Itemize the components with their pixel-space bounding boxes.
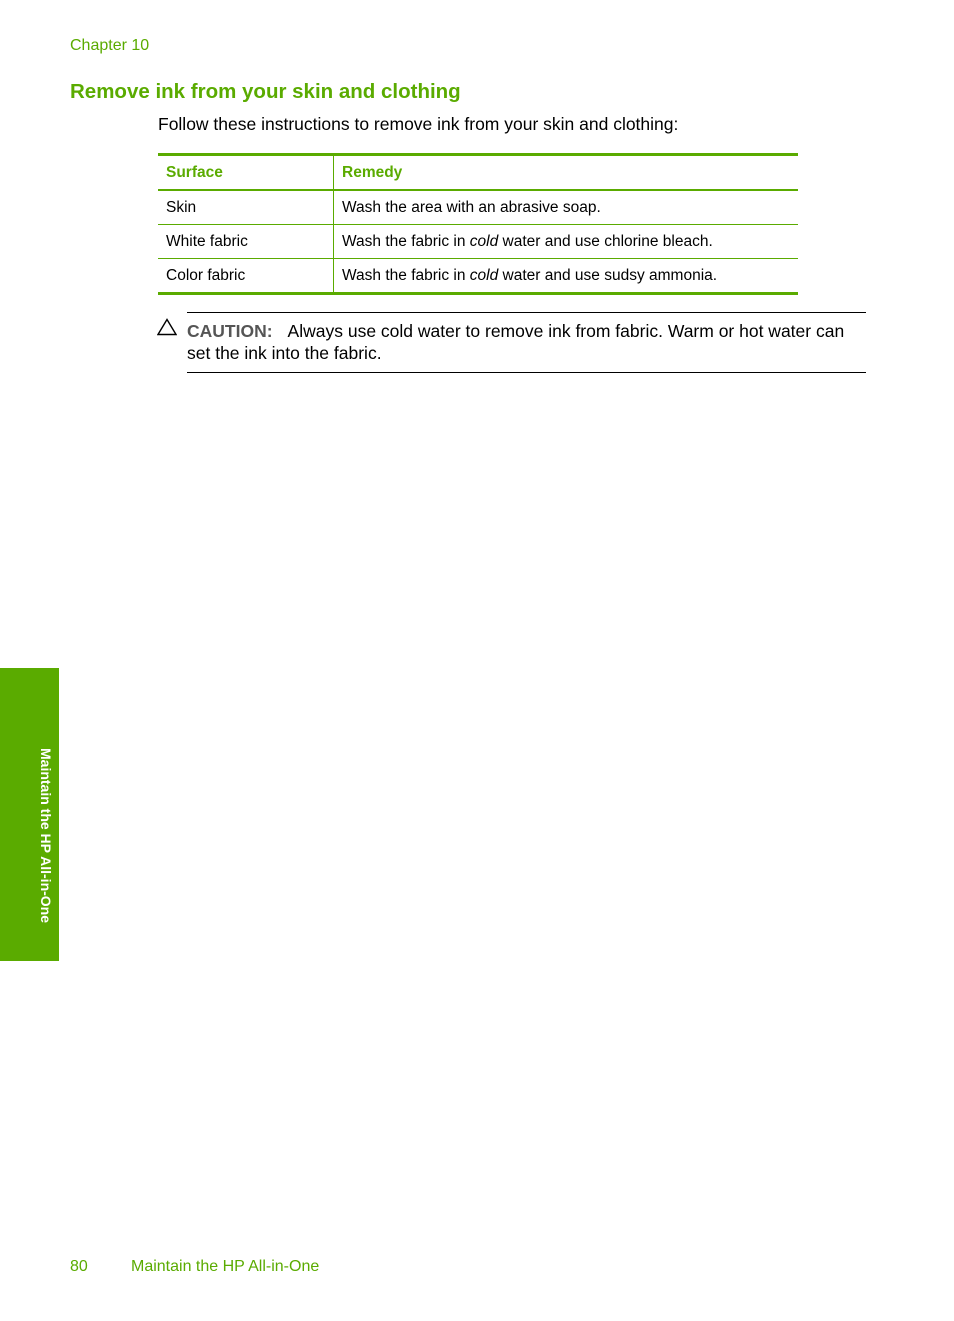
section-title: Remove ink from your skin and clothing — [70, 80, 461, 103]
caution-label: CAUTION: — [187, 321, 273, 341]
warning-triangle-icon — [157, 318, 177, 336]
caution-note — [187, 312, 866, 373]
table-row — [158, 259, 798, 294]
remedy-cell: Wash the area with an abrasive soap. — [342, 198, 601, 216]
side-tab — [0, 668, 59, 961]
table-header-row — [158, 155, 798, 191]
remedy-table — [158, 153, 798, 295]
side-tab-label: Maintain the HP All-in-One — [38, 748, 54, 924]
remedy-cell: Wash the fabric in cold water and use sudsy ammonia. — [342, 266, 718, 284]
surface-cell: Skin — [158, 190, 334, 225]
surface-cell: White fabric — [158, 225, 334, 259]
chapter-label: Chapter 10 — [70, 37, 150, 54]
page-number: 80 — [70, 1258, 88, 1275]
table-row — [158, 225, 798, 259]
surface-cell: Color fabric — [158, 259, 334, 294]
footer-title: Maintain the HP All-in-One — [131, 1258, 320, 1275]
table-row — [158, 190, 798, 225]
caution-text: Always use cold water to remove ink from fabric. Warm or hot water can set the ink into the fabric. — [187, 321, 845, 363]
column-header-remedy: Remedy — [342, 163, 403, 181]
remedy-cell: Wash the fabric in cold water and use chlorine bleach. — [342, 232, 713, 250]
column-header-surface: Surface — [158, 155, 334, 191]
intro-text: Follow these instructions to remove ink from your skin and clothing: — [158, 114, 679, 134]
